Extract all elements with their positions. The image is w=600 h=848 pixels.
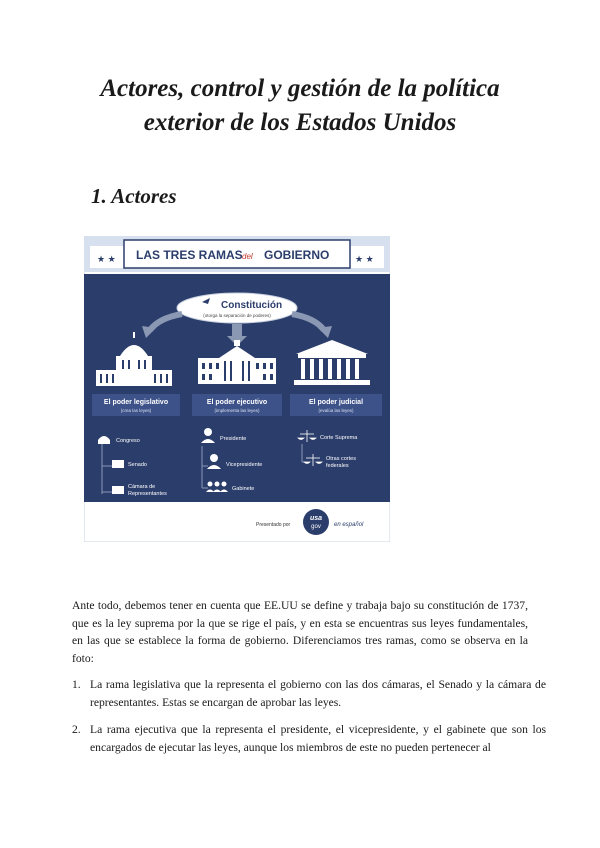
list-number: 2. <box>72 723 81 736</box>
senate-icon <box>112 460 124 468</box>
constitution-subtitle: (otorga la separación de poderes) <box>203 313 271 318</box>
house-icon <box>112 486 124 494</box>
arrow-center <box>232 324 242 336</box>
item-vicepresidente: Vicepresidente <box>226 462 263 468</box>
list-item <box>72 676 546 711</box>
star-icon: ★ ★ <box>355 254 374 264</box>
list-number: 1. <box>72 678 81 691</box>
intro-paragraph: Ante todo, debemos tener en cuenta que EE.UU se define y trabaja bajo su constitución de 1737, que es la ley suprema por la que se rige el país, y en esta se encuentras sus leyes fundamentales, en las que se establece la forma de gobierno. Diferenciamos tres ramas, como se observa en la foto: <box>72 599 528 665</box>
item-camara-1: Cámara de <box>128 484 156 490</box>
presented-by: Presentado por <box>256 522 291 528</box>
legislative-title: El poder legislativo <box>103 399 169 406</box>
list-text: La rama legislativa que la representa el gobierno con las dos cámaras, el Senado y la cámara de representantes. Estas se encargan de aprobar las leyes. <box>90 678 546 709</box>
document-title: Actores, control y gestión de la política exterior de los Estados Unidos <box>100 75 500 136</box>
executive-subtitle: (implementa las leyes) <box>214 408 260 413</box>
item-camara-2: Representantes <box>128 491 167 497</box>
person-icon <box>204 428 212 436</box>
section-heading: 1. Actores <box>91 184 177 208</box>
judicial-subtitle: (evalúa las leyes) <box>318 408 354 413</box>
star-icon: ★ ★ <box>97 254 116 264</box>
item-otras-cortes-1: Otras cortes <box>326 456 356 462</box>
list-item <box>72 721 546 756</box>
item-corte-suprema: Corte Suprema <box>320 435 358 441</box>
item-presidente: Presidente <box>220 436 247 442</box>
executive-title: El poder ejecutivo <box>206 399 268 406</box>
judicial-title: El poder judicial <box>308 399 364 406</box>
item-gabinete: Gabinete <box>232 486 255 492</box>
item-senado: Senado <box>128 462 147 468</box>
three-branches-infographic <box>84 236 390 542</box>
item-otras-cortes-2: federales <box>326 463 349 469</box>
list-text: La rama ejecutiva que la representa el presidente, el vicepresidente, y el gabinete que son los encargados de ejecutar las leyes, aunque los miembros de este no pueden pertenecer al <box>90 723 546 754</box>
legislative-subtitle: (crea las leyes) <box>120 408 152 413</box>
logo-tagline: en español <box>334 522 364 528</box>
constitution-title: Constitución <box>221 300 283 311</box>
item-congreso: Congreso <box>116 438 140 444</box>
logo-usa: usa <box>309 515 323 522</box>
logo-gov: gov <box>311 524 321 530</box>
banner-text-1: LAS TRES RAMAS <box>136 248 243 262</box>
banner-text-3: GOBIERNO <box>264 248 330 262</box>
usagov-logo <box>303 509 329 535</box>
person-icon <box>210 454 218 462</box>
banner-text-2: del <box>242 252 253 261</box>
